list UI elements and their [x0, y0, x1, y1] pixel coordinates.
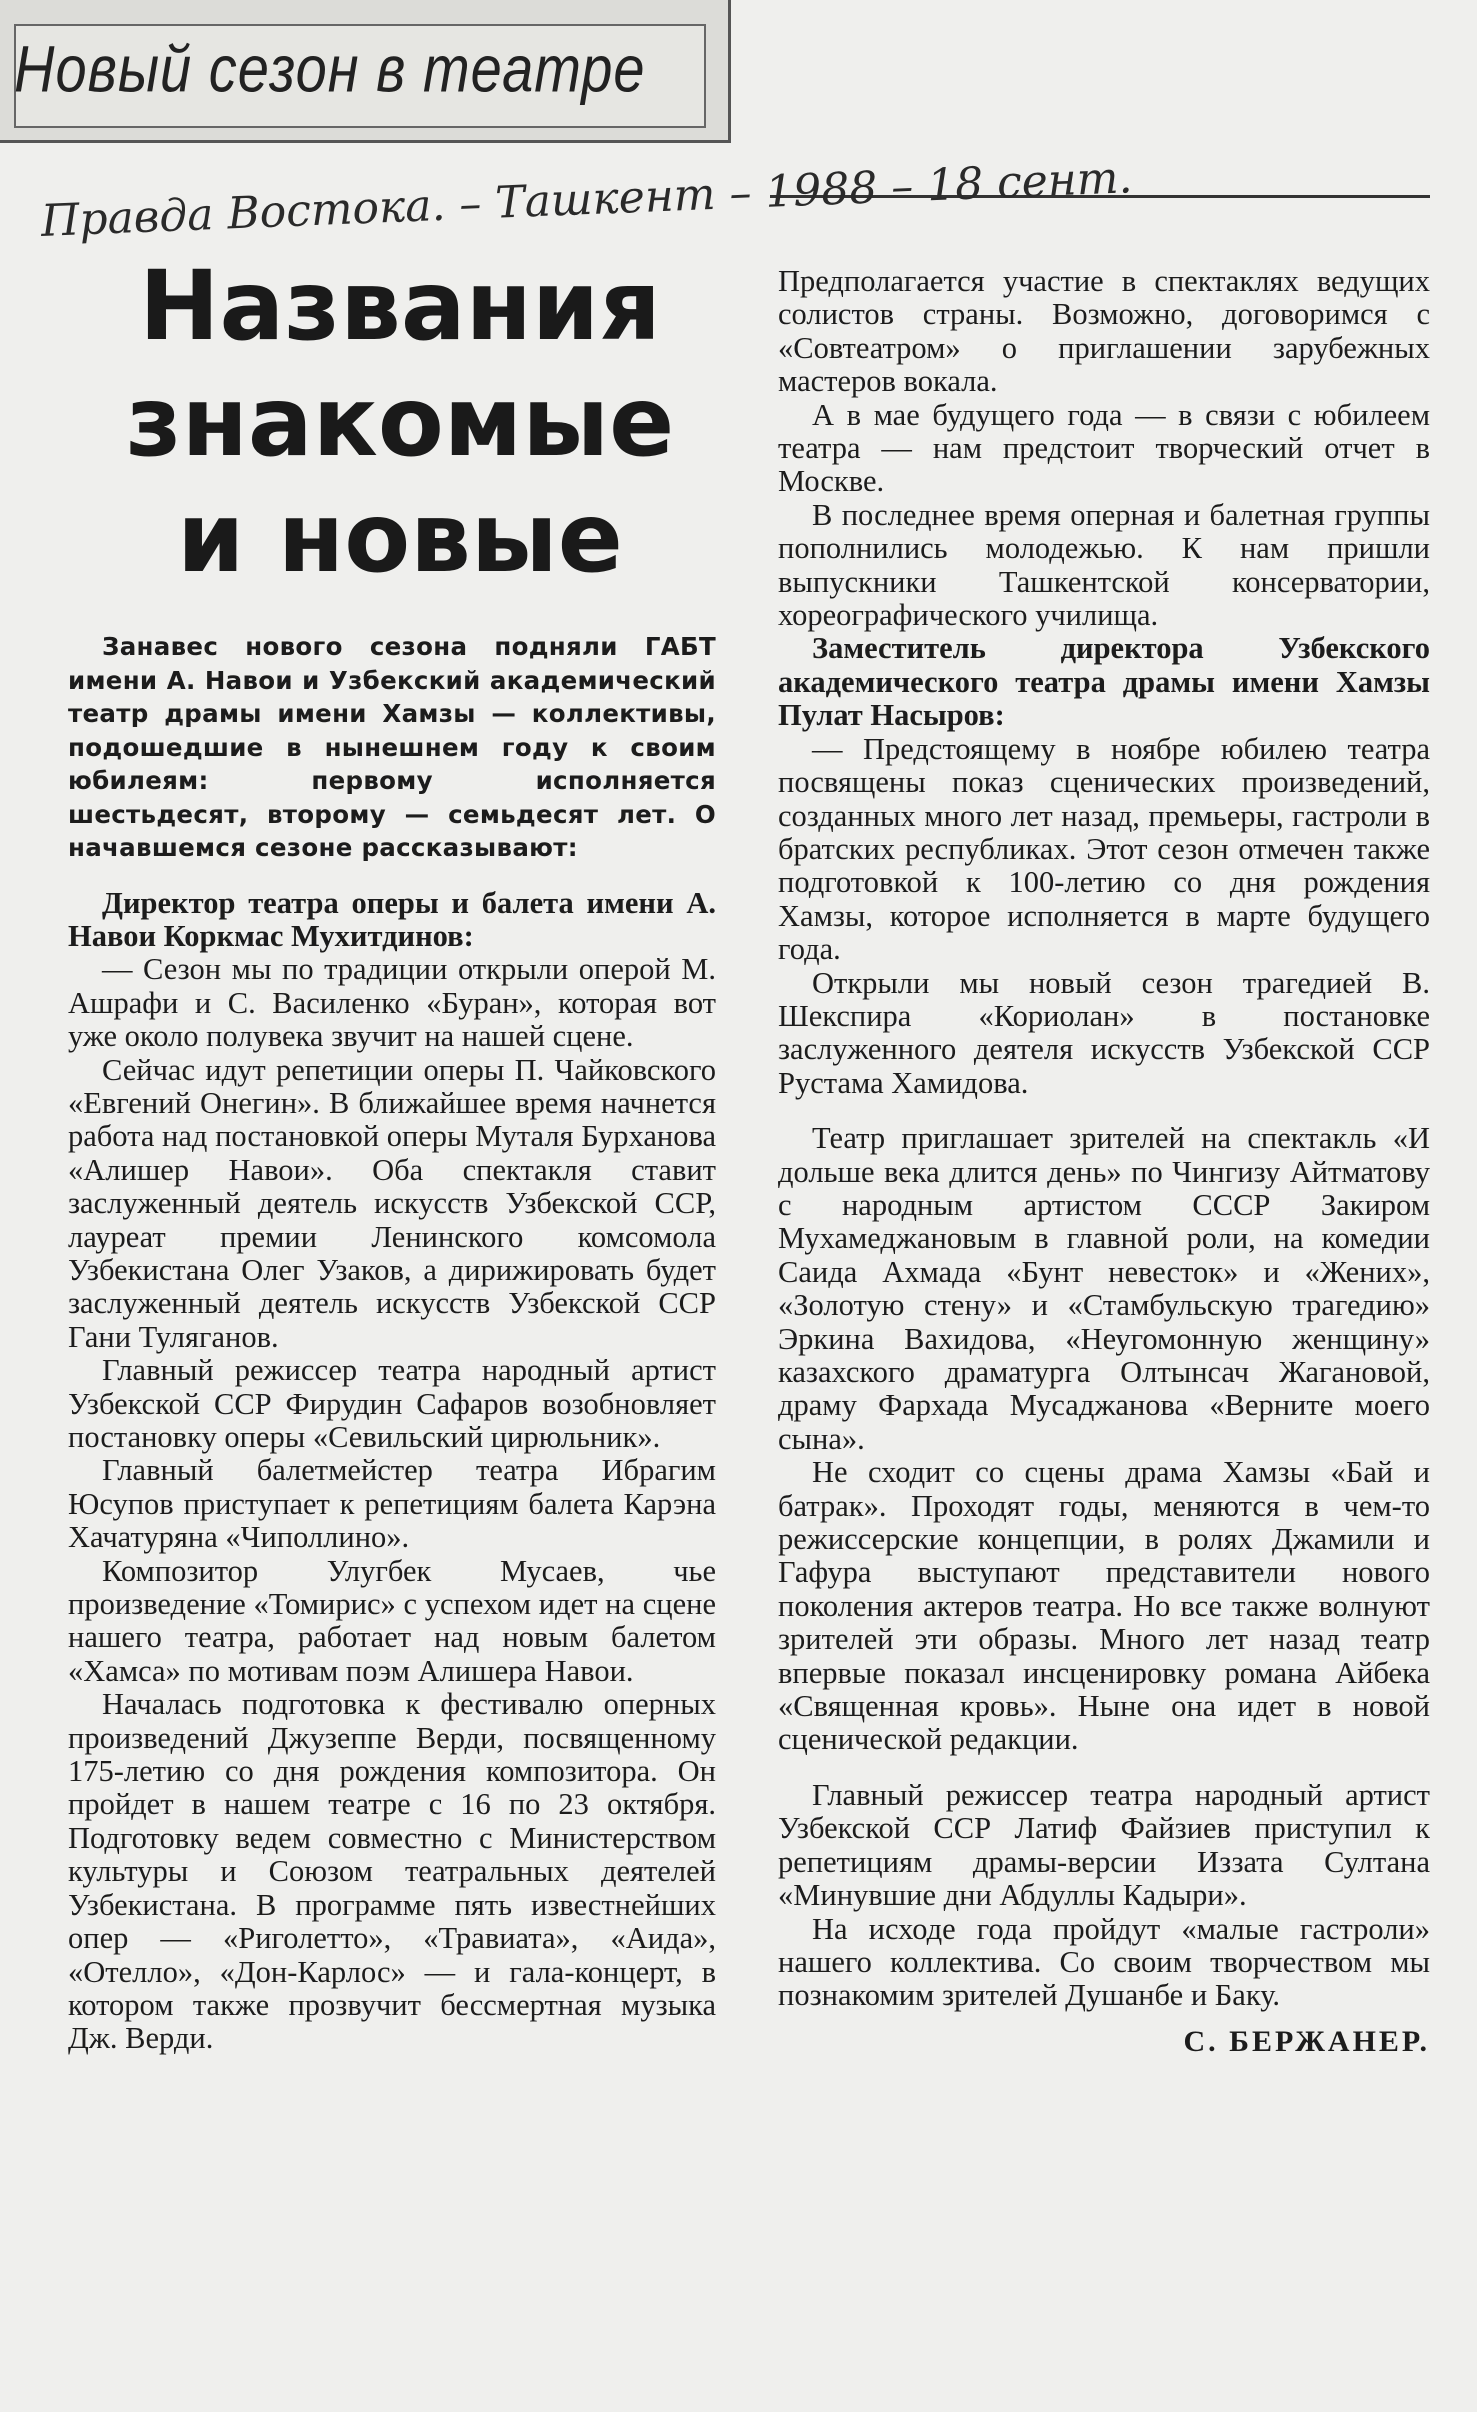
- paragraph: Главный балетмейстер театра Ибрагим Юсупов приступает к репетициям балета Карэна Хачатуряна «Чиполлино».: [68, 1453, 716, 1555]
- speaker-intro-1: Директор театра оперы и балета имени А. Навои Коркмас Мухитдинов:: [68, 885, 716, 953]
- paragraph: Сейчас идут репетиции оперы П. Чайковского «Евгений Онегин». В ближайшее время начнется работа над постановкой оперы Муталя Бурханова «Алишер Навои». Оба спектакля ставит заслуженный деятель искусств Узбекской ССР, лауреат премии Ленинского комсомола Узбекистана Олег Узаков, а дирижировать будет заслуженный деятель искусств Узбекской ССР Гани Туляганов.: [68, 1052, 716, 1354]
- article-column-left: [68, 630, 716, 2056]
- paragraph: — Сезон мы по традиции открыли оперой М. Ашрафи и С. Василенко «Буран», которая вот уже около полувека звучит на нашей сцене.: [68, 952, 716, 1054]
- paragraph: В последнее время оперная и балетная группы пополнились молодежью. К нам пришли выпускники Ташкентской консерватории, хореографического училища.: [778, 497, 1430, 633]
- headline-line-2: знакомые: [125, 366, 675, 478]
- headline-line-1: Названия: [139, 250, 661, 362]
- paragraph: Главный режиссер театра народный артист Узбекской ССР Фирудин Сафаров возобновляет постановку оперы «Севильский цирюльник».: [68, 1353, 716, 1454]
- paragraph: Открыли мы новый сезон трагедией В. Шекспира «Кориолан» в постановке заслуженного деятеля искусств Узбекской ССР Рустама Хамидова.: [778, 965, 1430, 1100]
- speaker-intro-2: Заместитель директора Узбекского академического театра драмы имени Хамзы Пулат Насыров:: [778, 631, 1430, 733]
- paragraph: На исходе года пройдут «малые гастроли» нашего коллектива. Со своим творчеством мы познакомим зрителей Душанбе и Баку.: [778, 1911, 1430, 2013]
- article-column-right: [778, 265, 1430, 2058]
- paragraph: Театр приглашает зрителей на спектакль «И дольше века длится день» по Чингизу Айтматову с народным артистом СССР Закиром Мухамеджановым в главной роли, на комедии Саида Ахмада «Бунт невесток» и «Жених», «Золотую стену» и «Стамбульскую трагедию» Эркина Вахидова, «Неугомонную женщину» казахского драматурга Олтынсач Жагановой, драму Фархада Мусаджанова «Верните моего сына».: [778, 1121, 1430, 1456]
- paragraph: — Предстоящему в ноябре юбилею театра посвящены показ сценических произведений, созданных много лет назад, премьеры, гастроли в братских республиках. Этот сезон отмечен также подготовкой к 100-летию со дня рождения Хамзы, которое исполняется в марте будущего года.: [778, 731, 1430, 967]
- rubric-clipping: [0, 0, 731, 143]
- paragraph: Композитор Улугбек Мусаев, чье произведение «Томирис» с успехом идет на сцене нашего театра, работает над новым балетом «Хамса» по мотивам поэм Алишера Навои.: [68, 1553, 716, 1688]
- handwritten-source-note: Правда Востока. – Ташкент – 1988 – 18 сент.: [40, 152, 1134, 247]
- article-lead: Занавес нового сезона подняли ГАБТ имени А. Навои и Узбекский академический театр драмы имени Хамзы — коллективы, подошедшие в нынешнем году к своим юбилеям: первому исполняется шестьдесят, второму — семьдесят лет. О начавшемся сезоне рассказывают:: [68, 632, 716, 862]
- paragraph: Не сходит со сцены драма Хамзы «Бай и батрак». Проходят годы, меняются в чем-то режиссерские концепции, в ролях Джамили и Гафура выступают представители нового поколения актеров театра. Но все также волнуют зрителей эти образы. Много лет назад театр впервые показал инсценировку романа Айбека «Священная кровь». Ныне она идет в новой сценической редакции.: [778, 1455, 1430, 1757]
- article-headline: [120, 248, 680, 596]
- paragraph: А в мае будущего года — в связи с юбилеем театра — нам предстоит творческий отчет в Москве.: [778, 397, 1430, 499]
- author-signature: С. БЕРЖАНЕР.: [1183, 2024, 1430, 2058]
- headline-line-3: и новые: [177, 482, 623, 594]
- paragraph: Предполагается участие в спектаклях ведущих солистов страны. Возможно, договоримся с «Совтеатром» о приглашении зарубежных мастеров вокала.: [778, 264, 1430, 399]
- paragraph: Началась подготовка к фестивалю оперных произведений Джузеппе Верди, посвященному 175-летию со дня рождения композитора. Он пройдет в нашем театре с 16 по 23 октября. Подготовку ведем совместно с Министерством культуры и Союзом театральных деятелей Узбекистана. В программе пять известнейших опер — «Риголетто», «Травиата», «Аида», «Отелло», «Дон-Карлос» — и гала-концерт, в котором также прозвучит бессмертная музыка Дж. Верди.: [68, 1687, 716, 2056]
- rubric-title: Новый сезон в театре: [14, 31, 646, 106]
- paragraph: Главный режиссер театра народный артист Узбекской ССР Латиф Файзиев приступил к репетициям драмы-версии Иззата Султана «Минувшие дни Абдуллы Кадыри».: [778, 1777, 1430, 1913]
